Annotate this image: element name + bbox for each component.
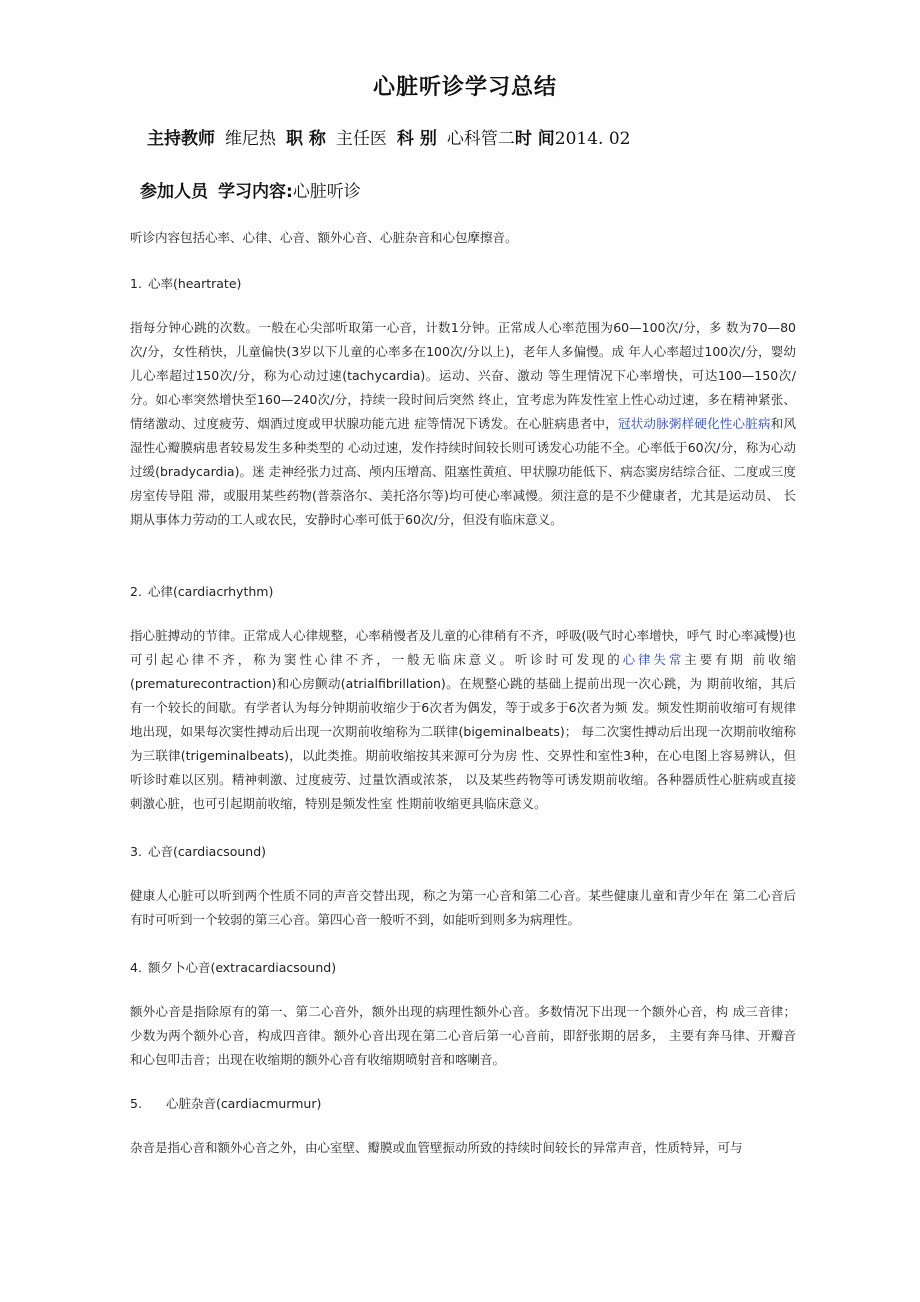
- section-number: 3.: [130, 844, 142, 859]
- section-heading-3: [130, 840, 796, 864]
- section-title: 心律(cardiacrhythm): [147, 584, 274, 599]
- section-number: 1.: [130, 276, 142, 291]
- section-title: 心音(cardiacsound): [147, 844, 267, 859]
- section-paragraph-3: 健康人心脏可以听到两个性质不同的声音交替出现，称之为第一心音和第二心音。某些健康儿童和青少年在 第二心音后有时可听到一个较弱的第三心音。第四心音一般听不到，如能听到则多为病理性。: [130, 888, 796, 927]
- dept-label: 科 别: [396, 129, 437, 149]
- section-paragraph-4: 额外心音是指除原有的第一、第二心音外，额外出现的病理性额外心音。多数情况下出现一个额外心音，构 成三音律；少数为两个额外心音，构成四音律。额外心音出现在第二心音后第一心音前，即舒张期的居多， 主要有奔马律、开瓣音和心包叩击音；出现在收缩期的额外心音有收缩期喷射音和喀喇音。: [130, 1004, 796, 1067]
- section-heading-2: [130, 580, 796, 604]
- section-paragraph-2: [130, 624, 796, 816]
- page-title: 心脏听诊学习总结: [372, 75, 557, 100]
- paragraph-text: 指每分钟心跳的次数。一般在心尖部听取第一心音，计数1分钟。正常成人心率范围为60—100次/分，多 数为70—80次/分，女性稍快，儿童偏快(3岁以下儿童的心率多在100次/分以上)，老年人多偏慢。成 年人心率超过100次/分，婴幼儿心率超过150次/分，称为心动过速(tachycardia)。运动、兴奋、激动 等生理情况下心率增快，可达100—150次/分。如心率突然增快至160—240次/分，持续一段时间后突然 终止，宜考虑为阵发性室上性心动过速，多在精神紧张、情绪激动、过度疲劳、烟酒过度或甲状腺功能亢进 症等情况下诱发。在心脏病患者中，: [130, 320, 796, 431]
- time-label: 时 间: [514, 129, 555, 149]
- section-title: 心率(heartrate): [147, 276, 242, 291]
- teacher-value: 维尼热: [225, 129, 276, 149]
- link-coronary-heart-disease[interactable]: 冠状动脉粥样硬化性心脏病: [617, 416, 771, 431]
- intro-paragraph: 听诊内容包括心率、心律、心音、额外心音、心脏杂音和心包摩擦音。: [130, 230, 518, 245]
- paragraph-text: 指心脏搏动的节律。正常成人心律规整，心率稍慢者及儿童的心律稍有不齐，呼吸(吸气时心率增快，呼气 时心率减慢)也可引起心律不齐，称为窦性心律不齐，一般无临床意义。听诊时可发现的: [130, 628, 796, 667]
- section-number: 4.: [130, 960, 142, 975]
- section-paragraph-1: [130, 316, 796, 532]
- dept-value: 心科管二: [446, 129, 515, 149]
- section-number: 2.: [130, 584, 142, 599]
- section-heading-5: [130, 1092, 796, 1116]
- section-title: 额夕卜心音(extracardiacsound): [147, 960, 337, 975]
- section-paragraph-5: 杂音是指心音和额外心音之外，由心室壁、瓣膜或血管壁振动所致的持续时间较长的异常声音，性质特异，可与: [130, 1140, 743, 1155]
- rank-value: 主任医: [335, 129, 387, 149]
- meta-line-1: [147, 124, 847, 149]
- teacher-label: 主持教师: [147, 129, 215, 149]
- section-number: 5.: [130, 1096, 142, 1111]
- section-title: 心脏杂音(cardiacmurmur): [165, 1096, 322, 1111]
- section-heading-4: [130, 956, 796, 980]
- time-value: 2014. 02: [554, 129, 631, 149]
- content-label: 学习内容:: [218, 182, 293, 202]
- meta-line-2: [140, 177, 840, 202]
- paragraph-text: 主要有期 前收缩(prematurecontraction)和心房颤动(atrialfibrillation)。在规整心跳的基础上提前出现一次心跳，为 期前收缩，其后有一个较长的间歇。有学者认为每分钟期前收缩少于6次者为偶发，等于或多于6次者为频 发。频发性期前收缩可有规律地出现，如果每次窦性搏动后出现一次期前收缩称为二联律(bigeminalbeats)； 每二次窦性搏动后出现一次期前收缩称为三联律(trigeminalbeats)，以此类推。期前收缩按其来源可分为房 性、交界性和室性3种，在心电图上容易辨认，但听诊时难以区别。精神刺激、过度疲劳、过量饮酒或浓茶， 以及某些药物等可诱发期前收缩。各种器质性心脏病或直接刺激心脏，也可引起期前收缩，特别是频发性室 性期前收缩更具临床意义。: [130, 652, 796, 811]
- content-value: 心脏听诊: [292, 182, 361, 202]
- section-heading-1: [130, 272, 796, 296]
- rank-label: 职 称: [286, 129, 326, 149]
- paragraph-text: 和风湿性心瓣膜病患者较易发生多种类型的 心动过速，发作持续时间较长则可诱发心功能不全。心率低于60次/分，称为心动过缓(bradycardia)。迷 走神经张力过高、颅内压增高、阻塞性黄疸、甲状腺功能低下、病态窦房结综合征、二度或三度房室传导阻 滞，或服用某些药物(普萘洛尔、美托洛尔等)均可使心率减慢。须注意的是不少健康者，尤其是运动员、 长期从事体力劳动的工人或农民，安静时心率可低于60次/分，但没有临床意义。: [130, 416, 796, 527]
- participants-label: 参加人员: [140, 182, 208, 202]
- link-arrhythmia[interactable]: 心律失常: [622, 652, 685, 667]
